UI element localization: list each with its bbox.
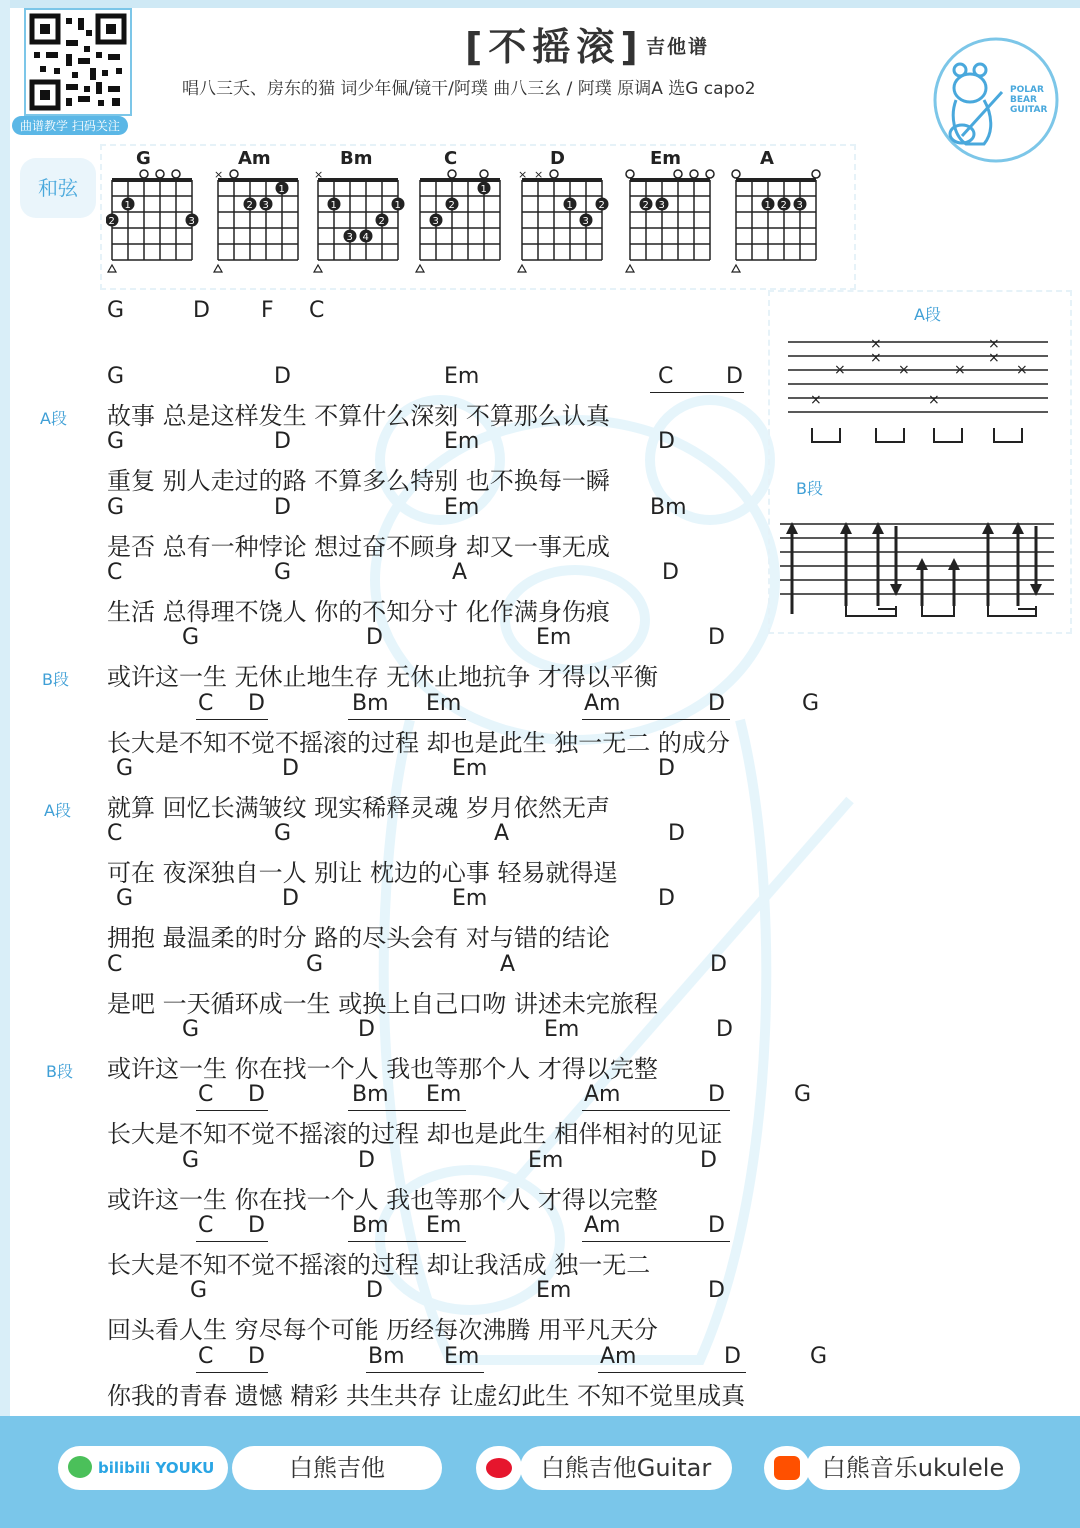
song-credits: 唱八三夭、房东的猫 词少年佩/镜干/阿璞 曲八三幺 / 阿璞 原调A 选G capo2	[182, 79, 756, 99]
chord-symbol: G	[107, 364, 125, 389]
lyric-line: 故事 总是这样发生 不算什么深刻 不算那么认真	[107, 402, 610, 430]
chord-underline	[582, 1110, 730, 1111]
chord-underline	[348, 719, 466, 720]
chord-symbol: Am	[584, 690, 621, 716]
chord-symbol: D	[282, 886, 299, 912]
chord-grid	[212, 168, 312, 298]
chord-symbol: Bm	[352, 690, 389, 716]
chord-underline	[598, 1372, 746, 1373]
svg-text:1: 1	[566, 200, 573, 211]
logo-text-1: POLAR	[1010, 85, 1044, 95]
chord-symbol: Em	[444, 364, 480, 389]
chord-symbol: D	[716, 1017, 733, 1042]
chord-symbol: D	[708, 625, 725, 651]
chord-symbol: Em	[444, 429, 480, 455]
footer-channel-1[interactable]: 白熊吉他	[232, 1446, 442, 1490]
svg-text:×: ×	[928, 392, 940, 408]
chord-symbol: D	[708, 1082, 725, 1108]
chord-symbol: Am	[600, 1343, 637, 1369]
qr-code[interactable]	[24, 8, 132, 116]
svg-text:×: ×	[870, 336, 882, 352]
chord-symbol: D	[726, 364, 743, 389]
svg-text:3: 3	[188, 216, 195, 227]
chord-symbol: D	[274, 494, 291, 520]
chord-symbol: D	[658, 429, 675, 455]
song-title: [不摇滚]	[465, 25, 644, 69]
lyric-line: 长大是不知不觉不摇滚的过程 却也是此生 独一无二 的成分	[107, 728, 730, 757]
footer-channel-2[interactable]: 白熊吉他Guitar	[520, 1446, 732, 1490]
chord-name: D	[550, 148, 565, 169]
logo-text-2: BEAR	[1010, 95, 1037, 105]
chord-symbol: C	[198, 1082, 214, 1108]
chord-symbol: Em	[544, 1017, 580, 1042]
svg-text:×: ×	[1016, 362, 1028, 378]
chord-grid	[624, 168, 724, 298]
chord-symbol: C	[198, 690, 214, 716]
chord-underline	[196, 719, 268, 720]
qr-code-icon	[26, 10, 130, 114]
chord-symbol: D	[658, 886, 675, 912]
svg-text:3: 3	[346, 232, 353, 243]
svg-text:1: 1	[124, 200, 131, 211]
svg-text:2: 2	[598, 200, 605, 211]
chord-underline	[582, 719, 730, 720]
chord-symbol: G	[116, 886, 134, 912]
chord-symbol: G	[802, 690, 820, 716]
lyric-line: 拥抱 最温柔的时分 路的尽头会有 对与错的结论	[107, 924, 610, 953]
chord-grid	[730, 168, 830, 298]
chord-underline	[650, 392, 744, 393]
wechat-icon	[68, 1456, 92, 1478]
chord-symbol: D	[358, 1017, 375, 1042]
qr-caption: 曲谱教学 扫码关注	[12, 116, 128, 135]
lyric-line: 或许这一生 你在找一个人 我也等那个人 才得以完整	[107, 1185, 658, 1214]
chord-underline	[196, 1372, 268, 1373]
lyric-line: 可在 夜深独自一人 别让 枕边的心事 轻易就得逞	[107, 859, 618, 888]
svg-text:×: ×	[214, 168, 224, 181]
svg-text:1: 1	[278, 184, 285, 195]
lyric-line: 是吧 一天循环成一生 或换上自己口吻 讲述未完旅程	[107, 989, 658, 1018]
chord-symbol: G	[810, 1343, 828, 1369]
lyric-line: 或许这一生 无休止地生存 无休止地抗争 才得以平衡	[107, 663, 658, 692]
chord-symbol: Bm	[352, 1212, 389, 1238]
chord-name: Bm	[340, 148, 373, 169]
intro-chord: G	[107, 298, 125, 323]
chord-symbol: C	[107, 951, 123, 977]
svg-text:1: 1	[480, 184, 487, 195]
intro-chord: C	[309, 298, 325, 323]
chord-symbol: D	[662, 559, 679, 585]
chord-symbol: G	[116, 755, 134, 781]
chord-symbol: G	[182, 1147, 200, 1173]
section-label: B段	[42, 670, 69, 690]
lyric-line: 是否 总有一种悖论 想过奋不顾身 却又一事无成	[107, 532, 610, 561]
chord-symbol: A	[452, 559, 468, 585]
lyric-line: 或许这一生 你在找一个人 我也等那个人 才得以完整	[107, 1055, 658, 1083]
chord-grid	[106, 168, 206, 298]
svg-text:×: ×	[810, 392, 822, 408]
chord-symbol: D	[274, 364, 291, 389]
chord-symbol: D	[366, 625, 383, 651]
chord-symbol: G	[274, 559, 292, 585]
svg-text:×: ×	[988, 336, 1000, 352]
svg-text:×: ×	[870, 350, 882, 366]
footer-channel-3[interactable]: 白熊音乐ukulele	[806, 1446, 1020, 1490]
chord-name: A	[760, 148, 774, 169]
chord-symbol: G	[107, 494, 125, 520]
svg-text:4: 4	[362, 232, 369, 243]
section-label: A段	[44, 800, 71, 820]
chord-symbol: G	[794, 1082, 812, 1108]
svg-text:3: 3	[658, 200, 665, 211]
chord-underline	[348, 1110, 466, 1111]
svg-text:×: ×	[534, 168, 544, 181]
polar-bear-guitar-logo	[932, 36, 1060, 164]
chord-symbol: G	[182, 625, 200, 651]
lyric-line: 重复 别人走过的路 不算多么特别 也不换每一瞬	[107, 467, 610, 496]
chord-symbol: D	[248, 690, 265, 716]
chord-symbol: Em	[536, 625, 572, 651]
chord-symbol: G	[190, 1278, 208, 1304]
video-platforms[interactable]	[58, 1446, 228, 1490]
chord-grid	[312, 168, 412, 298]
chord-name: G	[136, 148, 151, 169]
svg-text:2: 2	[378, 216, 385, 227]
lyric-line: 长大是不知不觉不摇滚的过程 却让我活成 独一无二	[107, 1250, 651, 1279]
chord-symbol: Em	[444, 494, 480, 520]
svg-text:1: 1	[330, 200, 337, 211]
logo-text-3: GUITAR	[1010, 105, 1048, 115]
chord-symbol: D	[658, 755, 675, 781]
svg-text:×: ×	[834, 362, 846, 378]
rhythm-b-label: B段	[796, 479, 823, 498]
chord-symbol: D	[282, 755, 299, 781]
chord-symbol: C	[107, 821, 123, 847]
chord-symbol: Em	[536, 1278, 572, 1304]
chord-symbol: D	[708, 1212, 725, 1238]
chord-name: Em	[650, 148, 682, 169]
chord-symbol: Am	[584, 1082, 621, 1108]
svg-text:×: ×	[518, 168, 528, 181]
chord-symbol: Bm	[650, 494, 687, 520]
chord-symbol: D	[668, 821, 685, 847]
svg-text:2: 2	[780, 200, 787, 211]
svg-text:1: 1	[764, 200, 771, 211]
chord-symbol: Em	[426, 690, 462, 716]
chord-symbol: Am	[584, 1212, 621, 1238]
chord-grid	[516, 168, 616, 298]
chord-symbol: D	[700, 1147, 717, 1173]
svg-text:3: 3	[262, 200, 269, 211]
chord-symbol: C	[107, 559, 123, 585]
chord-symbol: D	[724, 1343, 741, 1369]
chord-underline	[348, 1241, 466, 1242]
chord-symbol: D	[248, 1082, 265, 1108]
taobao-icon	[764, 1446, 810, 1490]
rhythm-a-pattern	[782, 330, 1054, 450]
chord-symbol: Em	[452, 755, 488, 781]
svg-text:1: 1	[394, 200, 401, 211]
weibo-icon	[476, 1446, 522, 1490]
chord-symbol: A	[500, 951, 516, 977]
svg-text:×: ×	[898, 362, 910, 378]
chord-symbol: Em	[452, 886, 488, 912]
svg-text:3: 3	[582, 216, 589, 227]
chord-symbol: D	[248, 1343, 265, 1369]
chord-symbol: G	[274, 821, 292, 847]
svg-text:2: 2	[642, 200, 649, 211]
chord-symbol: Em	[426, 1212, 462, 1238]
intro-chord: F	[261, 298, 274, 323]
chord-symbol: G	[182, 1017, 200, 1042]
chord-symbol: G	[107, 429, 125, 455]
lyric-line: 回头看人生 穷尽每个可能 历经每次沸腾 用平凡天分	[107, 1316, 658, 1345]
chord-symbol: D	[248, 1212, 265, 1238]
svg-text:×: ×	[988, 350, 1000, 366]
lyric-line: 生活 总得理不饶人 你的不知分寸 化作满身伤痕	[107, 597, 610, 626]
chord-symbol: D	[708, 690, 725, 716]
chord-underline	[196, 1241, 268, 1242]
svg-text:×: ×	[954, 362, 966, 378]
chord-grid	[414, 168, 514, 298]
title-suffix: 吉他谱	[646, 36, 710, 58]
chord-symbol: D	[708, 1278, 725, 1304]
section-label: B段	[46, 1062, 73, 1081]
svg-text:3: 3	[796, 200, 803, 211]
chord-name: Am	[238, 148, 271, 169]
chord-symbol: C	[658, 364, 674, 389]
chord-symbol: D	[358, 1147, 375, 1173]
svg-text:2: 2	[108, 216, 115, 227]
chord-symbol: A	[494, 821, 510, 847]
chords-label: 和弦	[20, 158, 96, 218]
chord-symbol: C	[198, 1212, 214, 1238]
left-band	[0, 0, 10, 1420]
lyric-line: 你我的青春 遗憾 精彩 共生共存 让虚幻此生 不知不觉里成真	[107, 1381, 746, 1410]
chord-symbol: D	[366, 1278, 383, 1304]
lyric-line: 长大是不知不觉不摇滚的过程 却也是此生 相伴相衬的见证	[107, 1120, 723, 1149]
chord-symbol: D	[710, 951, 727, 977]
chord-symbol: Bm	[352, 1082, 389, 1108]
chord-underline	[196, 1110, 268, 1111]
chord-symbol: D	[274, 429, 291, 455]
chord-name: C	[444, 148, 458, 169]
chord-symbol: Bm	[368, 1343, 405, 1369]
svg-text:2: 2	[246, 200, 253, 211]
platform-names: bilibili YOUKU	[98, 1459, 215, 1477]
chord-symbol: Em	[528, 1147, 564, 1173]
rhythm-a-label: A段	[914, 305, 941, 324]
chord-underline	[582, 1241, 730, 1242]
chord-symbol: G	[306, 951, 324, 977]
svg-text:×: ×	[314, 168, 324, 181]
section-label: A段	[40, 409, 67, 428]
top-band	[0, 0, 1080, 8]
lyric-line: 就算 回忆长满皱纹 现实稀释灵魂 岁月依然无声	[107, 793, 610, 822]
rhythm-b-pattern	[778, 516, 1056, 622]
chord-symbol: C	[198, 1343, 214, 1369]
intro-chord: D	[193, 298, 210, 323]
chord-symbol: Em	[426, 1082, 462, 1108]
chord-underline	[366, 1372, 484, 1373]
svg-text:3: 3	[432, 216, 439, 227]
chord-symbol: Em	[444, 1343, 480, 1369]
svg-text:2: 2	[448, 200, 455, 211]
